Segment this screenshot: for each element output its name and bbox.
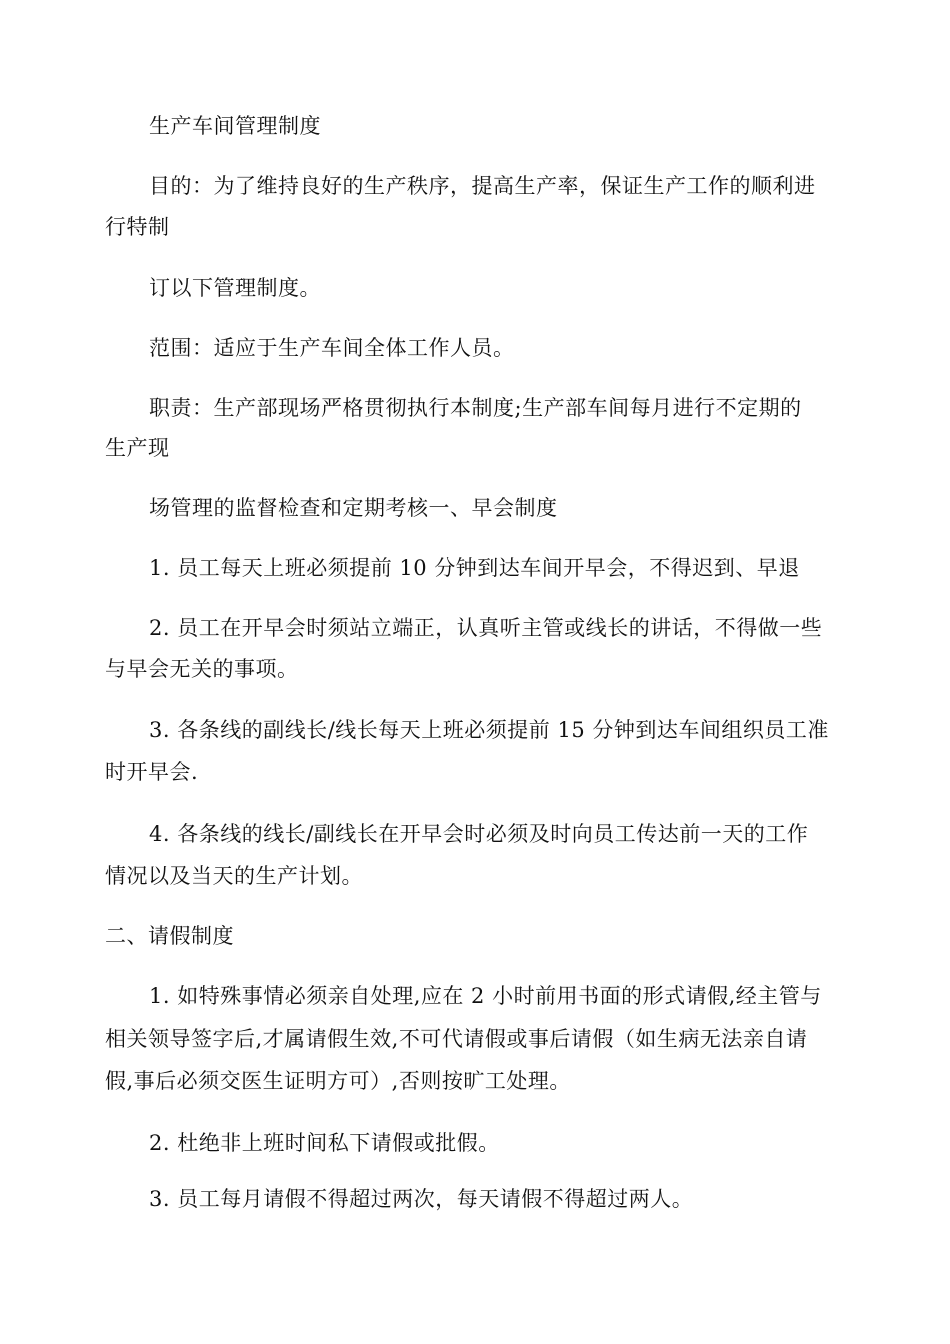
- document-title: 生产车间管理制度: [149, 114, 321, 138]
- duty-line: 生产现: [105, 436, 170, 460]
- morning-item: 3. 各条线的副线长/线长每天上班必须提前 15 分钟到达车间组织员工准: [149, 718, 829, 742]
- leave-item: 相关领导签字后,才属请假生效,不可代请假或事后请假（如生病无法亲自请: [105, 1027, 808, 1051]
- leave-item: 假,事后必须交医生证明方可）,否则按旷工处理。: [105, 1069, 571, 1093]
- leave-item: 1. 如特殊事情必须亲自处理,应在 2 小时前用书面的形式请假,经主管与: [149, 984, 822, 1008]
- morning-item: 情况以及当天的生产计划。: [105, 864, 363, 888]
- leave-item: 2. 杜绝非上班时间私下请假或批假。: [149, 1131, 500, 1155]
- scope-line: 范围：适应于生产车间全体工作人员。: [149, 336, 515, 360]
- morning-item: 时开早会.: [105, 760, 199, 784]
- leave-item: 3. 员工每月请假不得超过两次，每天请假不得超过两人。: [149, 1187, 694, 1211]
- duty-line: 职责：生产部现场严格贯彻执行本制度;生产部车间每月进行不定期的: [149, 396, 802, 420]
- morning-item: 与早会无关的事项。: [105, 657, 299, 681]
- purpose-line: 行特制: [105, 215, 170, 239]
- section-heading: 二、请假制度: [105, 924, 234, 948]
- duty-line: 场管理的监督检查和定期考核一、早会制度: [149, 496, 558, 520]
- purpose-line: 订以下管理制度。: [149, 276, 321, 300]
- morning-item: 2. 员工在开早会时须站立端正，认真听主管或线长的讲话，不得做一些: [149, 616, 823, 640]
- morning-item: 1. 员工每天上班必须提前 10 分钟到达车间开早会，不得迟到、早退: [149, 556, 800, 580]
- purpose-line: 目的：为了维持良好的生产秩序，提高生产率，保证生产工作的顺利进: [149, 174, 816, 198]
- morning-item: 4. 各条线的线长/副线长在开早会时必须及时向员工传达前一天的工作: [149, 822, 809, 846]
